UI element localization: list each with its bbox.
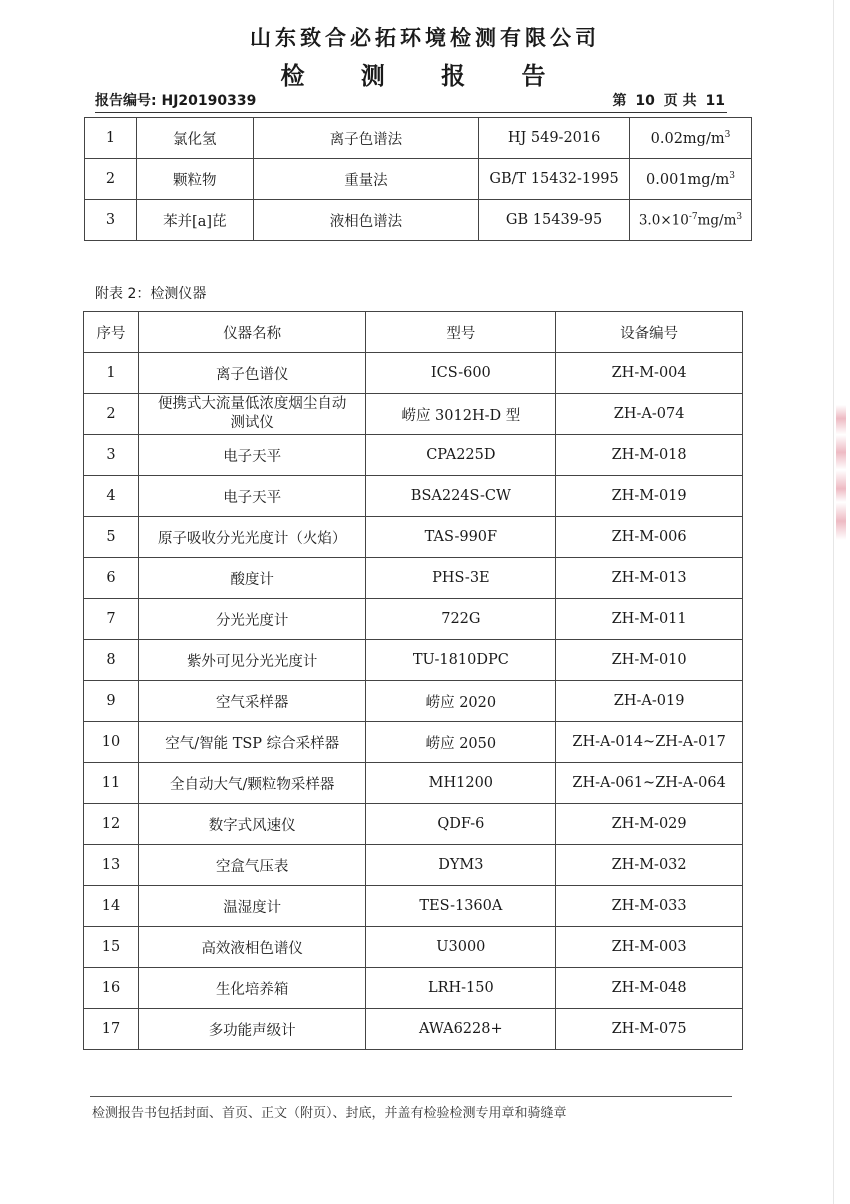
table-row (84, 558, 743, 599)
page-total: 11 (705, 93, 725, 109)
table-row (84, 640, 743, 681)
inst-model: ICS-600 (366, 353, 556, 394)
table-header-row (84, 312, 743, 353)
table-row (84, 968, 743, 1009)
inst-model: QDF-6 (366, 804, 556, 845)
inst-no: 10 (84, 722, 139, 763)
table-row (84, 804, 743, 845)
footer-note: 检测报告书包括封面、首页、正文（附页）、封底，并盖有检验检测专用章和骑缝章 (92, 1106, 567, 1121)
limit-unit: mg/m (697, 212, 737, 229)
inst-model: CPA225D (366, 435, 556, 476)
inst-model: PHS-3E (366, 558, 556, 599)
inst-no: 2 (84, 394, 139, 435)
inst-name: 空气/智能 TSP 综合采样器 (138, 722, 366, 763)
inst-name: 便携式大流量低浓度烟尘自动测试仪 (138, 394, 366, 435)
table-row (84, 476, 743, 517)
method-standard: GB 15439-95 (479, 200, 630, 241)
limit-value: 0.001mg/m (646, 171, 730, 188)
method-item: 颗粒物 (136, 159, 253, 200)
limit-value: 3.0×10 (638, 212, 689, 229)
table-row (84, 681, 743, 722)
inst-no: 4 (84, 476, 139, 517)
inst-model: 崂应 3012H-D 型 (366, 394, 556, 435)
inst-name: 电子天平 (138, 435, 366, 476)
inst-equipment-id: ZH-A-074 (556, 394, 743, 435)
method-item: 氯化氢 (136, 118, 253, 159)
inst-no: 7 (84, 599, 139, 640)
inst-equipment-id: ZH-M-075 (556, 1009, 743, 1050)
inst-no: 15 (84, 927, 139, 968)
inst-no: 13 (84, 845, 139, 886)
page-current: 10 (635, 93, 655, 109)
table-row (84, 845, 743, 886)
inst-model: BSA224S-CW (366, 476, 556, 517)
method-limit (629, 200, 751, 241)
inst-equipment-id: ZH-M-018 (556, 435, 743, 476)
table-row (85, 200, 752, 241)
table-row (84, 599, 743, 640)
method-limit (629, 159, 751, 200)
table-row (84, 763, 743, 804)
report-number (95, 90, 256, 110)
inst-no: 14 (84, 886, 139, 927)
inst-name: 分光光度计 (138, 599, 366, 640)
inst-no: 8 (84, 640, 139, 681)
inst-model: TES-1360A (366, 886, 556, 927)
page-edge (833, 0, 834, 1204)
inst-no: 9 (84, 681, 139, 722)
inst-no: 5 (84, 517, 139, 558)
inst-no: 16 (84, 968, 139, 1009)
table-row (84, 394, 743, 435)
method-no: 1 (85, 118, 137, 159)
limit-exponent: 3 (724, 129, 731, 140)
method-standard: HJ 549-2016 (479, 118, 630, 159)
inst-equipment-id: ZH-A-019 (556, 681, 743, 722)
header-model: 型号 (366, 312, 556, 353)
inst-model: 722G (366, 599, 556, 640)
method-name: 重量法 (253, 159, 479, 200)
inst-name: 原子吸收分光光度计（火焰） (138, 517, 366, 558)
inst-model: DYM3 (366, 845, 556, 886)
inst-model: MH1200 (366, 763, 556, 804)
inst-name: 高效液相色谱仪 (138, 927, 366, 968)
document-title: 检 测 报 告 (280, 62, 570, 90)
inst-equipment-id: ZH-M-013 (556, 558, 743, 599)
inst-equipment-id: ZH-M-029 (556, 804, 743, 845)
instruments-caption: 附表 2：检测仪器 (95, 286, 207, 302)
inst-name: 生化培养箱 (138, 968, 366, 1009)
table-row (84, 722, 743, 763)
page-middle: 页 共 (663, 93, 697, 109)
inst-name: 紫外可见分光光度计 (138, 640, 366, 681)
table-row (84, 517, 743, 558)
table-row (85, 159, 752, 200)
inst-name: 离子色谱仪 (138, 353, 366, 394)
instruments-table (83, 311, 743, 1050)
seam-stamp-fragment (836, 405, 846, 540)
page-prefix: 第 (612, 93, 627, 109)
inst-equipment-id: ZH-M-019 (556, 476, 743, 517)
inst-model: TU-1810DPC (366, 640, 556, 681)
inst-name: 酸度计 (138, 558, 366, 599)
method-limit (629, 118, 751, 159)
inst-no: 12 (84, 804, 139, 845)
inst-equipment-id: ZH-M-004 (556, 353, 743, 394)
inst-model: 崂应 2020 (366, 681, 556, 722)
inst-equipment-id: ZH-M-033 (556, 886, 743, 927)
inst-no: 3 (84, 435, 139, 476)
limit-exponent: 3 (729, 170, 735, 181)
company-name: 山东致合必拓环境检测有限公司 (250, 26, 600, 50)
inst-name: 多功能声级计 (138, 1009, 366, 1050)
inst-model: 崂应 2050 (366, 722, 556, 763)
inst-no: 6 (84, 558, 139, 599)
method-table (84, 117, 752, 241)
report-meta (95, 90, 727, 113)
inst-model: TAS-990F (366, 517, 556, 558)
inst-model: LRH-150 (366, 968, 556, 1009)
inst-equipment-id: ZH-A-061~ZH-A-064 (556, 763, 743, 804)
inst-name: 温湿度计 (138, 886, 366, 927)
inst-no: 17 (84, 1009, 139, 1050)
method-standard: GB/T 15432-1995 (479, 159, 630, 200)
inst-equipment-id: ZH-M-011 (556, 599, 743, 640)
inst-no: 11 (84, 763, 139, 804)
footer-divider (90, 1096, 732, 1097)
table-row (84, 435, 743, 476)
inst-equipment-id: ZH-M-032 (556, 845, 743, 886)
header-instrument: 仪器名称 (138, 312, 366, 353)
inst-model: U3000 (366, 927, 556, 968)
table-row (84, 927, 743, 968)
report-number-value: HJ20190339 (161, 93, 257, 109)
inst-equipment-id: ZH-M-003 (556, 927, 743, 968)
inst-name: 空气采样器 (138, 681, 366, 722)
limit-exponent: -7 (688, 211, 698, 222)
method-name: 液相色谱法 (253, 200, 479, 241)
table-row (85, 118, 752, 159)
table-row (84, 353, 743, 394)
method-name: 离子色谱法 (253, 118, 479, 159)
inst-name: 数字式风速仪 (138, 804, 366, 845)
inst-no: 1 (84, 353, 139, 394)
inst-model: AWA6228+ (366, 1009, 556, 1050)
inst-equipment-id: ZH-M-010 (556, 640, 743, 681)
method-no: 3 (85, 200, 137, 241)
table-row (84, 886, 743, 927)
inst-equipment-id: ZH-A-014~ZH-A-017 (556, 722, 743, 763)
inst-name: 空盒气压表 (138, 845, 366, 886)
method-no: 2 (85, 159, 137, 200)
table-row (84, 1009, 743, 1050)
inst-name: 全自动大气/颗粒物采样器 (138, 763, 366, 804)
inst-equipment-id: ZH-M-006 (556, 517, 743, 558)
report-number-label: 报告编号: (95, 93, 157, 109)
inst-equipment-id: ZH-M-048 (556, 968, 743, 1009)
header-equipment-id: 设备编号 (556, 312, 743, 353)
limit-unit-exponent: 3 (736, 211, 743, 222)
inst-name: 电子天平 (138, 476, 366, 517)
page-indicator (611, 90, 727, 110)
method-item: 苯并[a]芘 (136, 200, 253, 241)
header-no: 序号 (84, 312, 139, 353)
limit-value: 0.02mg/m (650, 130, 725, 147)
